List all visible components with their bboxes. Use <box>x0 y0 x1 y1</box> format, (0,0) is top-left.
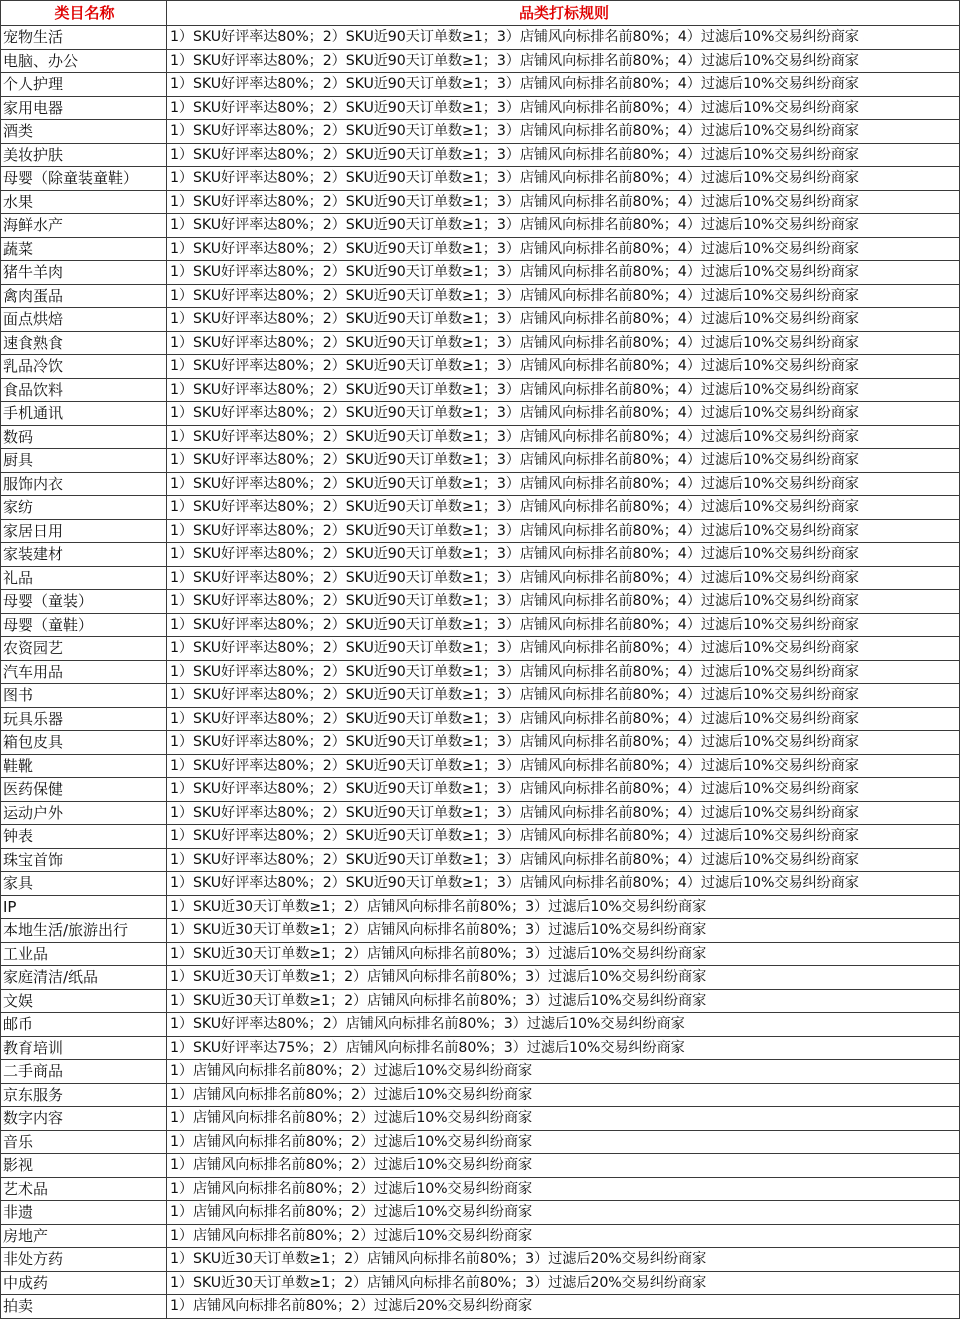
table-row <box>1 966 960 990</box>
rule-cell: 1）SKU好评率达80%；2）SKU近90天订单数≥1；3）店铺风向标排名前80%；4）过滤后10%交易纠纷商家 <box>167 543 960 567</box>
table-body <box>1 26 960 1319</box>
table-row <box>1 1083 960 1107</box>
table-row <box>1 754 960 778</box>
rule-cell: 1）SKU好评率达80%；2）SKU近90天订单数≥1；3）店铺风向标排名前80%；4）过滤后10%交易纠纷商家 <box>167 472 960 496</box>
category-cell: 汽车用品 <box>1 660 167 684</box>
rule-cell: 1）SKU好评率达80%；2）SKU近90天订单数≥1；3）店铺风向标排名前80%；4）过滤后10%交易纠纷商家 <box>167 778 960 802</box>
rule-cell: 1）SKU好评率达80%；2）SKU近90天订单数≥1；3）店铺风向标排名前80%；4）过滤后10%交易纠纷商家 <box>167 496 960 520</box>
category-cell: 运动户外 <box>1 801 167 825</box>
rule-cell: 1）SKU好评率达80%；2）SKU近90天订单数≥1；3）店铺风向标排名前80%；4）过滤后10%交易纠纷商家 <box>167 190 960 214</box>
rule-cell: 1）SKU好评率达80%；2）SKU近90天订单数≥1；3）店铺风向标排名前80%；4）过滤后10%交易纠纷商家 <box>167 637 960 661</box>
category-cell: 钟表 <box>1 825 167 849</box>
table-row <box>1 143 960 167</box>
table-row <box>1 284 960 308</box>
table-row <box>1 919 960 943</box>
table-row <box>1 425 960 449</box>
table-row <box>1 49 960 73</box>
category-cell: 母婴（除童装童鞋） <box>1 167 167 191</box>
header-row <box>1 1 960 26</box>
rule-cell: 1）SKU好评率达80%；2）SKU近90天订单数≥1；3）店铺风向标排名前80%；4）过滤后10%交易纠纷商家 <box>167 801 960 825</box>
category-cell: 本地生活/旅游出行 <box>1 919 167 943</box>
category-cell: 个人护理 <box>1 73 167 97</box>
category-cell: 家具 <box>1 872 167 896</box>
category-cell: 禽肉蛋品 <box>1 284 167 308</box>
rule-cell: 1）SKU好评率达80%；2）SKU近90天订单数≥1；3）店铺风向标排名前80%；4）过滤后10%交易纠纷商家 <box>167 590 960 614</box>
category-cell: 家纺 <box>1 496 167 520</box>
table-row <box>1 895 960 919</box>
rule-cell: 1）店铺风向标排名前80%；2）过滤后10%交易纠纷商家 <box>167 1060 960 1084</box>
category-cell: 母婴（童装） <box>1 590 167 614</box>
rule-cell: 1）店铺风向标排名前80%；2）过滤后10%交易纠纷商家 <box>167 1107 960 1131</box>
table-row <box>1 355 960 379</box>
rule-cell: 1）SKU好评率达80%；2）SKU近90天订单数≥1；3）店铺风向标排名前80%；4）过滤后10%交易纠纷商家 <box>167 284 960 308</box>
rule-cell: 1）SKU近30天订单数≥1；2）店铺风向标排名前80%；3）过滤后10%交易纠纷商家 <box>167 989 960 1013</box>
category-cell: 食品饮料 <box>1 378 167 402</box>
table-row <box>1 308 960 332</box>
category-cell: 艺术品 <box>1 1177 167 1201</box>
table-row <box>1 190 960 214</box>
rule-cell: 1）SKU好评率达80%；2）SKU近90天订单数≥1；3）店铺风向标排名前80%；4）过滤后10%交易纠纷商家 <box>167 261 960 285</box>
category-cell: 乳品冷饮 <box>1 355 167 379</box>
category-cell: 母婴（童鞋） <box>1 613 167 637</box>
table-row <box>1 237 960 261</box>
rule-cell: 1）店铺风向标排名前80%；2）过滤后10%交易纠纷商家 <box>167 1130 960 1154</box>
rule-cell: 1）SKU好评率达80%；2）SKU近90天订单数≥1；3）店铺风向标排名前80%；4）过滤后10%交易纠纷商家 <box>167 848 960 872</box>
category-cell: 玩具乐器 <box>1 707 167 731</box>
rule-cell: 1）店铺风向标排名前80%；2）过滤后20%交易纠纷商家 <box>167 1295 960 1319</box>
table-row <box>1 566 960 590</box>
table-row <box>1 73 960 97</box>
table-row <box>1 1295 960 1319</box>
table-row <box>1 331 960 355</box>
rule-cell: 1）店铺风向标排名前80%；2）过滤后10%交易纠纷商家 <box>167 1083 960 1107</box>
table-row <box>1 872 960 896</box>
category-cell: 酒类 <box>1 120 167 144</box>
table-row <box>1 496 960 520</box>
category-cell: 家装建材 <box>1 543 167 567</box>
category-cell: 房地产 <box>1 1224 167 1248</box>
rule-cell: 1）SKU好评率达80%；2）SKU近90天订单数≥1；3）店铺风向标排名前80%；4）过滤后10%交易纠纷商家 <box>167 731 960 755</box>
table-row <box>1 989 960 1013</box>
category-cell: 中成药 <box>1 1271 167 1295</box>
rule-cell: 1）SKU好评率达80%；2）SKU近90天订单数≥1；3）店铺风向标排名前80%；4）过滤后10%交易纠纷商家 <box>167 872 960 896</box>
rule-cell: 1）SKU好评率达80%；2）SKU近90天订单数≥1；3）店铺风向标排名前80%；4）过滤后10%交易纠纷商家 <box>167 308 960 332</box>
table-row <box>1 778 960 802</box>
table-row <box>1 261 960 285</box>
rule-cell: 1）SKU好评率达80%；2）SKU近90天订单数≥1；3）店铺风向标排名前80%；4）过滤后10%交易纠纷商家 <box>167 331 960 355</box>
rule-cell: 1）SKU好评率达80%；2）SKU近90天订单数≥1；3）店铺风向标排名前80%；4）过滤后10%交易纠纷商家 <box>167 660 960 684</box>
category-cell: 箱包皮具 <box>1 731 167 755</box>
category-cell: 拍卖 <box>1 1295 167 1319</box>
category-cell: 农资园艺 <box>1 637 167 661</box>
table-row <box>1 590 960 614</box>
table-row <box>1 543 960 567</box>
table-row <box>1 684 960 708</box>
category-cell: 宠物生活 <box>1 26 167 50</box>
rule-cell: 1）SKU好评率达80%；2）SKU近90天订单数≥1；3）店铺风向标排名前80%；4）过滤后10%交易纠纷商家 <box>167 355 960 379</box>
table-row <box>1 519 960 543</box>
category-cell: 数字内容 <box>1 1107 167 1131</box>
rule-cell: 1）SKU好评率达80%；2）SKU近90天订单数≥1；3）店铺风向标排名前80%；4）过滤后10%交易纠纷商家 <box>167 684 960 708</box>
category-cell: 速食熟食 <box>1 331 167 355</box>
rule-cell: 1）SKU好评率达80%；2）SKU近90天订单数≥1；3）店铺风向标排名前80%；4）过滤后10%交易纠纷商家 <box>167 143 960 167</box>
table-row <box>1 214 960 238</box>
category-cell: 家用电器 <box>1 96 167 120</box>
table-row <box>1 1130 960 1154</box>
category-cell: 工业品 <box>1 942 167 966</box>
table-row <box>1 378 960 402</box>
category-cell: 二手商品 <box>1 1060 167 1084</box>
category-cell: 电脑、办公 <box>1 49 167 73</box>
category-cell: 珠宝首饰 <box>1 848 167 872</box>
table-row <box>1 167 960 191</box>
table-row <box>1 942 960 966</box>
table-row <box>1 1060 960 1084</box>
table-row <box>1 1036 960 1060</box>
rule-cell: 1）SKU好评率达80%；2）SKU近90天订单数≥1；3）店铺风向标排名前80%；4）过滤后10%交易纠纷商家 <box>167 566 960 590</box>
rule-cell: 1）SKU近30天订单数≥1；2）店铺风向标排名前80%；3）过滤后20%交易纠纷商家 <box>167 1271 960 1295</box>
rule-cell: 1）SKU好评率达80%；2）SKU近90天订单数≥1；3）店铺风向标排名前80%；4）过滤后10%交易纠纷商家 <box>167 214 960 238</box>
table-row <box>1 26 960 50</box>
table-row <box>1 120 960 144</box>
rule-cell: 1）店铺风向标排名前80%；2）过滤后10%交易纠纷商家 <box>167 1154 960 1178</box>
table-row <box>1 801 960 825</box>
table-row <box>1 1271 960 1295</box>
category-cell: 邮币 <box>1 1013 167 1037</box>
category-cell: 手机通讯 <box>1 402 167 426</box>
table-row <box>1 96 960 120</box>
table-row <box>1 472 960 496</box>
rule-cell: 1）SKU好评率达80%；2）SKU近90天订单数≥1；3）店铺风向标排名前80%；4）过滤后10%交易纠纷商家 <box>167 707 960 731</box>
rule-cell: 1）SKU好评率达75%；2）店铺风向标排名前80%；3）过滤后10%交易纠纷商家 <box>167 1036 960 1060</box>
category-cell: 鞋靴 <box>1 754 167 778</box>
rule-cell: 1）SKU好评率达80%；2）SKU近90天订单数≥1；3）店铺风向标排名前80%；4）过滤后10%交易纠纷商家 <box>167 96 960 120</box>
category-cell: 图书 <box>1 684 167 708</box>
table-row <box>1 449 960 473</box>
category-cell: 海鲜水产 <box>1 214 167 238</box>
table-row <box>1 848 960 872</box>
category-cell: 美妆护肤 <box>1 143 167 167</box>
rule-cell: 1）SKU好评率达80%；2）SKU近90天订单数≥1；3）店铺风向标排名前80%；4）过滤后10%交易纠纷商家 <box>167 613 960 637</box>
table-row <box>1 402 960 426</box>
rule-cell: 1）SKU好评率达80%；2）SKU近90天订单数≥1；3）店铺风向标排名前80%；4）过滤后10%交易纠纷商家 <box>167 378 960 402</box>
rule-cell: 1）SKU近30天订单数≥1；2）店铺风向标排名前80%；3）过滤后20%交易纠纷商家 <box>167 1248 960 1272</box>
rule-cell: 1）SKU近30天订单数≥1；2）店铺风向标排名前80%；3）过滤后10%交易纠纷商家 <box>167 942 960 966</box>
header-rule: 品类打标规则 <box>167 1 960 26</box>
table-row <box>1 1177 960 1201</box>
rule-cell: 1）SKU近30天订单数≥1；2）店铺风向标排名前80%；3）过滤后10%交易纠纷商家 <box>167 895 960 919</box>
category-cell: 水果 <box>1 190 167 214</box>
table-row <box>1 1248 960 1272</box>
rule-cell: 1）SKU好评率达80%；2）SKU近90天订单数≥1；3）店铺风向标排名前80%；4）过滤后10%交易纠纷商家 <box>167 425 960 449</box>
table-row <box>1 1224 960 1248</box>
category-cell: 非遗 <box>1 1201 167 1225</box>
rule-cell: 1）SKU好评率达80%；2）SKU近90天订单数≥1；3）店铺风向标排名前80%；4）过滤后10%交易纠纷商家 <box>167 120 960 144</box>
category-cell: IP <box>1 895 167 919</box>
table-row <box>1 660 960 684</box>
table-row <box>1 1154 960 1178</box>
category-cell: 家居日用 <box>1 519 167 543</box>
category-cell: 礼品 <box>1 566 167 590</box>
rule-cell: 1）店铺风向标排名前80%；2）过滤后10%交易纠纷商家 <box>167 1177 960 1201</box>
table-row <box>1 1013 960 1037</box>
category-cell: 医药保健 <box>1 778 167 802</box>
table-row <box>1 1107 960 1131</box>
header-category: 类目名称 <box>1 1 167 26</box>
rule-cell: 1）SKU好评率达80%；2）SKU近90天订单数≥1；3）店铺风向标排名前80%；4）过滤后10%交易纠纷商家 <box>167 167 960 191</box>
rule-cell: 1）SKU好评率达80%；2）SKU近90天订单数≥1；3）店铺风向标排名前80%；4）过滤后10%交易纠纷商家 <box>167 402 960 426</box>
category-cell: 影视 <box>1 1154 167 1178</box>
rule-cell: 1）SKU好评率达80%；2）SKU近90天订单数≥1；3）店铺风向标排名前80%；4）过滤后10%交易纠纷商家 <box>167 519 960 543</box>
table-row <box>1 1201 960 1225</box>
rule-cell: 1）SKU好评率达80%；2）SKU近90天订单数≥1；3）店铺风向标排名前80%；4）过滤后10%交易纠纷商家 <box>167 73 960 97</box>
category-cell: 蔬菜 <box>1 237 167 261</box>
table-row <box>1 707 960 731</box>
rule-cell: 1）店铺风向标排名前80%；2）过滤后10%交易纠纷商家 <box>167 1201 960 1225</box>
category-cell: 教育培训 <box>1 1036 167 1060</box>
rule-cell: 1）SKU好评率达80%；2）SKU近90天订单数≥1；3）店铺风向标排名前80%；4）过滤后10%交易纠纷商家 <box>167 449 960 473</box>
category-cell: 厨具 <box>1 449 167 473</box>
category-cell: 服饰内衣 <box>1 472 167 496</box>
category-cell: 音乐 <box>1 1130 167 1154</box>
rule-cell: 1）SKU好评率达80%；2）SKU近90天订单数≥1；3）店铺风向标排名前80%；4）过滤后10%交易纠纷商家 <box>167 825 960 849</box>
rule-cell: 1）SKU好评率达80%；2）SKU近90天订单数≥1；3）店铺风向标排名前80%；4）过滤后10%交易纠纷商家 <box>167 237 960 261</box>
rule-cell: 1）店铺风向标排名前80%；2）过滤后10%交易纠纷商家 <box>167 1224 960 1248</box>
category-cell: 文娱 <box>1 989 167 1013</box>
category-cell: 非处方药 <box>1 1248 167 1272</box>
rule-cell: 1）SKU好评率达80%；2）店铺风向标排名前80%；3）过滤后10%交易纠纷商家 <box>167 1013 960 1037</box>
rule-cell: 1）SKU好评率达80%；2）SKU近90天订单数≥1；3）店铺风向标排名前80%；4）过滤后10%交易纠纷商家 <box>167 49 960 73</box>
table-row <box>1 825 960 849</box>
table-row <box>1 637 960 661</box>
rule-cell: 1）SKU近30天订单数≥1；2）店铺风向标排名前80%；3）过滤后10%交易纠纷商家 <box>167 919 960 943</box>
category-cell: 数码 <box>1 425 167 449</box>
category-cell: 面点烘焙 <box>1 308 167 332</box>
rule-cell: 1）SKU近30天订单数≥1；2）店铺风向标排名前80%；3）过滤后10%交易纠纷商家 <box>167 966 960 990</box>
category-cell: 京东服务 <box>1 1083 167 1107</box>
table-row <box>1 731 960 755</box>
table-row <box>1 613 960 637</box>
category-cell: 家庭清洁/纸品 <box>1 966 167 990</box>
rule-cell: 1）SKU好评率达80%；2）SKU近90天订单数≥1；3）店铺风向标排名前80%；4）过滤后10%交易纠纷商家 <box>167 754 960 778</box>
category-cell: 猪牛羊肉 <box>1 261 167 285</box>
rule-cell: 1）SKU好评率达80%；2）SKU近90天订单数≥1；3）店铺风向标排名前80%；4）过滤后10%交易纠纷商家 <box>167 26 960 50</box>
